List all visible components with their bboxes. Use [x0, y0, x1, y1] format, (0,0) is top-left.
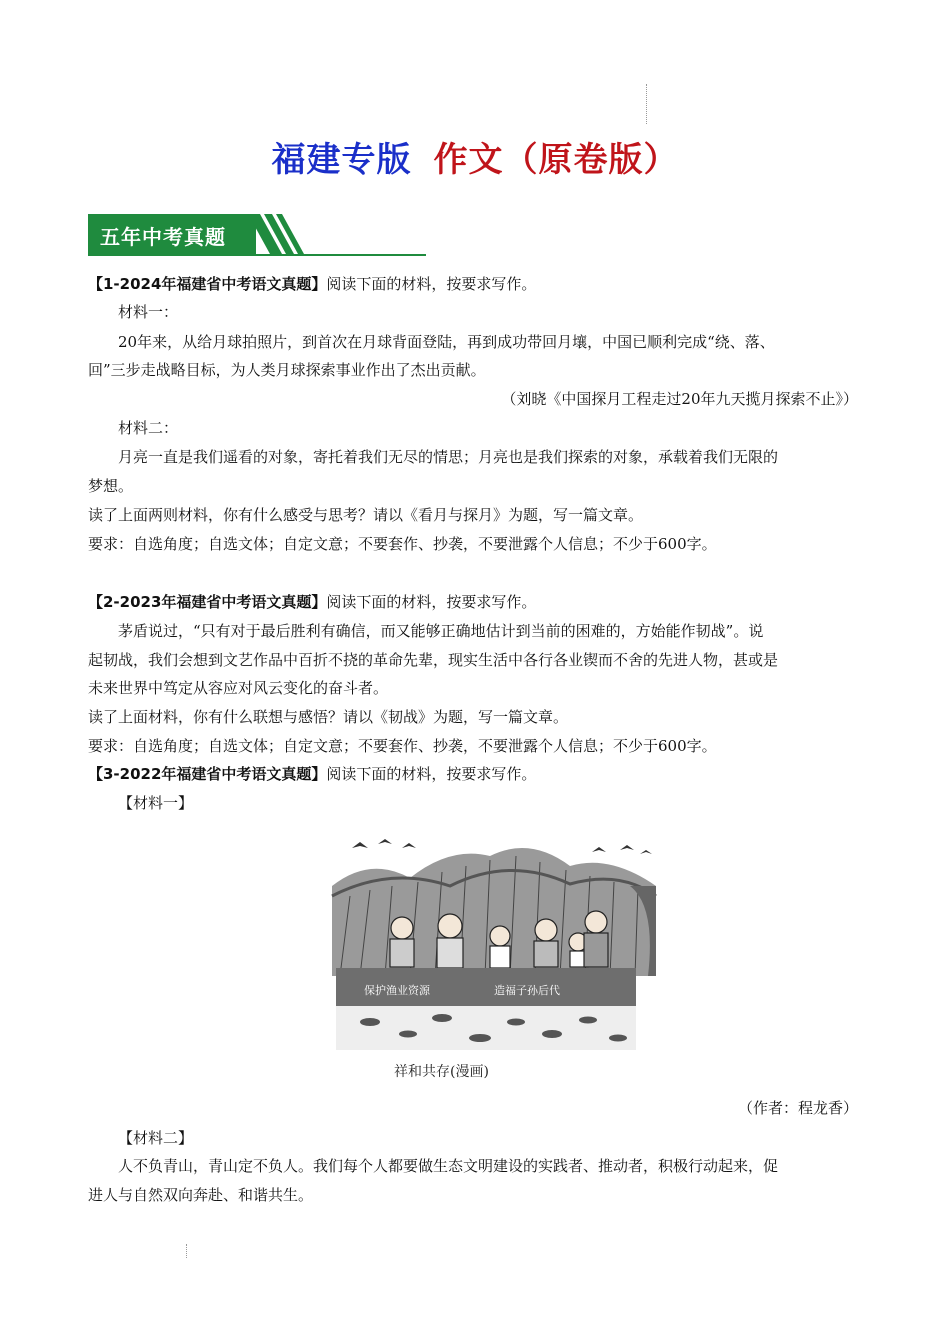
q2-intro: 阅读下面的材料，按要求写作。 — [326, 593, 537, 611]
q1-m1-label: 材料一： — [118, 303, 179, 321]
title-part-blue: 福建专版 — [271, 140, 412, 180]
q2-requirement: 要求：自选角度；自选文体；自定文意；不要套作、抄袭，不要泄露个人信息；不少于600字。 — [88, 737, 717, 755]
q3-author: （作者：程龙香） — [737, 1099, 858, 1117]
margin-dots-bottom — [186, 1244, 189, 1258]
page-title — [0, 132, 950, 181]
q1-prompt: 读了上面两则材料，你有什么感受与思考？请以《看月与探月》为题，写一篇文章。 — [88, 506, 644, 524]
q2-prompt: 读了上面材料，你有什么联想与感悟？请以《韧战》为题，写一篇文章。 — [88, 708, 569, 726]
q2-tag: 【2-2023年福建省中考语文真题】 — [88, 593, 327, 611]
margin-dots — [646, 84, 649, 124]
q1-intro: 阅读下面的材料，按要求写作。 — [326, 275, 537, 293]
q1-m1-line1: 20年来，从给月球拍照片，到首次在月球背面登陆，再到成功带回月壤，中国已顺利完成“绕、落、 — [118, 333, 775, 351]
q2-heading — [88, 588, 858, 616]
q2-line3: 未来世界中笃定从容应对风云变化的奋斗者。 — [88, 679, 389, 697]
banner-stripes-icon — [248, 214, 308, 256]
q3-heading — [88, 760, 858, 788]
section-banner — [88, 214, 428, 256]
cartoon-illustration — [330, 826, 658, 1088]
cartoon-sign1: 保护渔业资源 — [364, 984, 430, 997]
title-part-red-paren: （原卷版） — [503, 140, 679, 180]
cartoon-image — [330, 826, 658, 1088]
q1-heading — [88, 270, 858, 298]
q3-tag: 【3-2022年福建省中考语文真题】 — [88, 765, 327, 783]
q2-line1: 茅盾说过，“只有对于最后胜利有确信，而又能够正确地估计到当前的困难的，方始能作韧战”。说 — [118, 622, 764, 640]
q1-m2-line1: 月亮一直是我们遥看的对象，寄托着我们无尽的情思；月亮也是我们探索的对象，承载着我们无限的 — [118, 448, 779, 466]
q3-m1-label: 【材料一】 — [118, 794, 194, 812]
q1-m2-line2: 梦想。 — [88, 477, 134, 495]
q1-requirement: 要求：自选角度；自选文体；自定文意；不要套作、抄袭，不要泄露个人信息；不少于600字。 — [88, 535, 717, 553]
q3-intro: 阅读下面的材料，按要求写作。 — [326, 765, 537, 783]
title-part-red: 作文 — [433, 140, 504, 180]
q3-m2-line1: 人不负青山，青山定不负人。我们每个人都要做生态文明建设的实践者、推动者，积极行动起来，促 — [118, 1157, 779, 1175]
cartoon-sign2: 造福子孙后代 — [494, 984, 560, 997]
q3-m2-line2: 进人与自然双向奔赴、和谐共生。 — [88, 1186, 314, 1204]
q1-m2-label: 材料二： — [118, 419, 179, 437]
banner-underline — [88, 254, 426, 256]
q1-tag: 【1-2024年福建省中考语文真题】 — [88, 275, 327, 293]
banner-label: 五年中考真题 — [100, 225, 226, 249]
q2-line2: 起韧战，我们会想到文艺作品中百折不挠的革命先辈，现实生活中各行各业锲而不舍的先进人物，甚或是 — [88, 651, 779, 669]
q1-m1-line2: 回”三步走战略目标，为人类月球探索事业作出了杰出贡献。 — [88, 361, 486, 379]
cartoon-caption: 祥和共存(漫画) — [394, 1064, 489, 1080]
q3-m2-label: 【材料二】 — [118, 1129, 194, 1147]
water-area — [336, 1006, 636, 1050]
q1-m1-source: （刘晓《中国探月工程走过20年九天揽月探索不止》） — [501, 390, 858, 408]
